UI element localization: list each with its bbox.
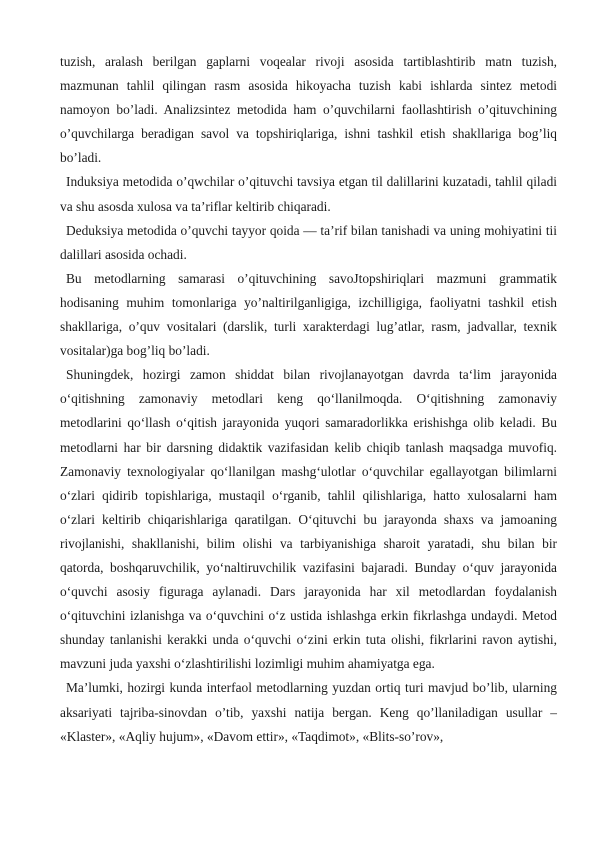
paragraph-modern-methods: Shuningdek, hozirgi zamon shiddat bilan rivojlanayotgan davrda ta‘lim jarayonida o‘qitishning zamonaviy metodlari keng qo‘llanilmoqda. O‘qitishning zamonaviy metodlarini qo‘llash o‘qitish jarayonida yuqori samaradorlikka erishishga olib keladi. Bu metodlarni har bir darsning didaktik vazifasidan kelib chiqib tanlash maqsadga muvofiq. Zamonaviy texnologiyalar qo‘llanilgan mashg‘ulotlar o‘quvchilar egallayotgan bilimlarni o‘zlari qidirib topishlariga, mustaqil o‘rganib, tahlil qilishlariga, hatto xulosalarni ham o‘zlari keltirib chiqarishlariga qaratilgan. O‘qituvchi bu jarayonda shaxs va jamoaning rivojlanishi, shakllanishi, bilim olishi va tarbiyanishiga sharoit yaratadi, shu bilan bir qatorda, boshqaruvchilik, yo‘naltiruvchilik vazifasini bajaradi. Bunday o‘quv jarayonida o‘quvchi asosiy figuraga aylanadi. Dars jarayonida har xil metodlardan foydalanish o‘qituvchini izlanishga va o‘quvchini o‘z ustida ishlashga erkin fikrlashga undaydi. Metod shunday tanlanishi kerakki unda o‘quvchi o‘zini erkin tuta olishi, fikrlarini ravon aytishi, mavzuni juda yaxshi o‘zlashtirilishi lozimligi muhim ahamiyatga ega. (60, 367, 557, 672)
paragraph-induction-method: Induksiya metodida o’qwchilar o’qituvchi tavsiya etgan til dalillarini kuzatadi, tahlil qiladi va shu asosda xulosa va ta’riflar keltirib chiqaradi. (60, 174, 557, 214)
paragraph-deduction-method: Deduksiya metodida o’quvchi tayyor qoida — ta’rif bilan tanishadi va uning mohiyatini tii dalillari asosida ochadi. (60, 222, 557, 262)
paragraph-synthesis-method: tuzish, aralash berilgan gaplarni voqealar rivoji asosida tartiblashtirib matn tuzish, mazmunan tahlil qilingan rasm asosida hikoyacha tuzish kabi ishlarda sintez metodi namoyon bo’ladi. Analizsintez metodida ham o’quvchilarni faollashtirish o’qituvchining o’quvchilarga beradigan savol va topshiriqlariga, ishni tashkil etish shakllariga bog’liq bo’ladi. (60, 54, 557, 166)
body-text (60, 50, 557, 749)
paragraph-interactive-methods: Ma’lumki, hozirgi kunda interfaol metodlarning yuzdan ortiq turi mavjud bo’lib, ularning aksariyati tajriba-sinovdan o’tib, yaxshi natija bergan. Keng qo’llaniladigan usullar – «Klaster», «Aqliy hujum», «Davom ettir», «Taqdimot», «Blits-so’rov», (60, 680, 557, 744)
paragraph-method-effectiveness: Bu metodlarning samarasi o’qituvchining savoJtopshiriqlari mazmuni grammatik hodisaning muhim tomonlariga yo’naltirilganligiga, izchilligiga, faoliyatni tashkil etish shakllariga, o’quv vositalari (darslik, turli xarakterdagi lug’atlar, rasm, jadvallar, texnik vositalar)ga bog’liq bo’ladi. (60, 270, 557, 359)
